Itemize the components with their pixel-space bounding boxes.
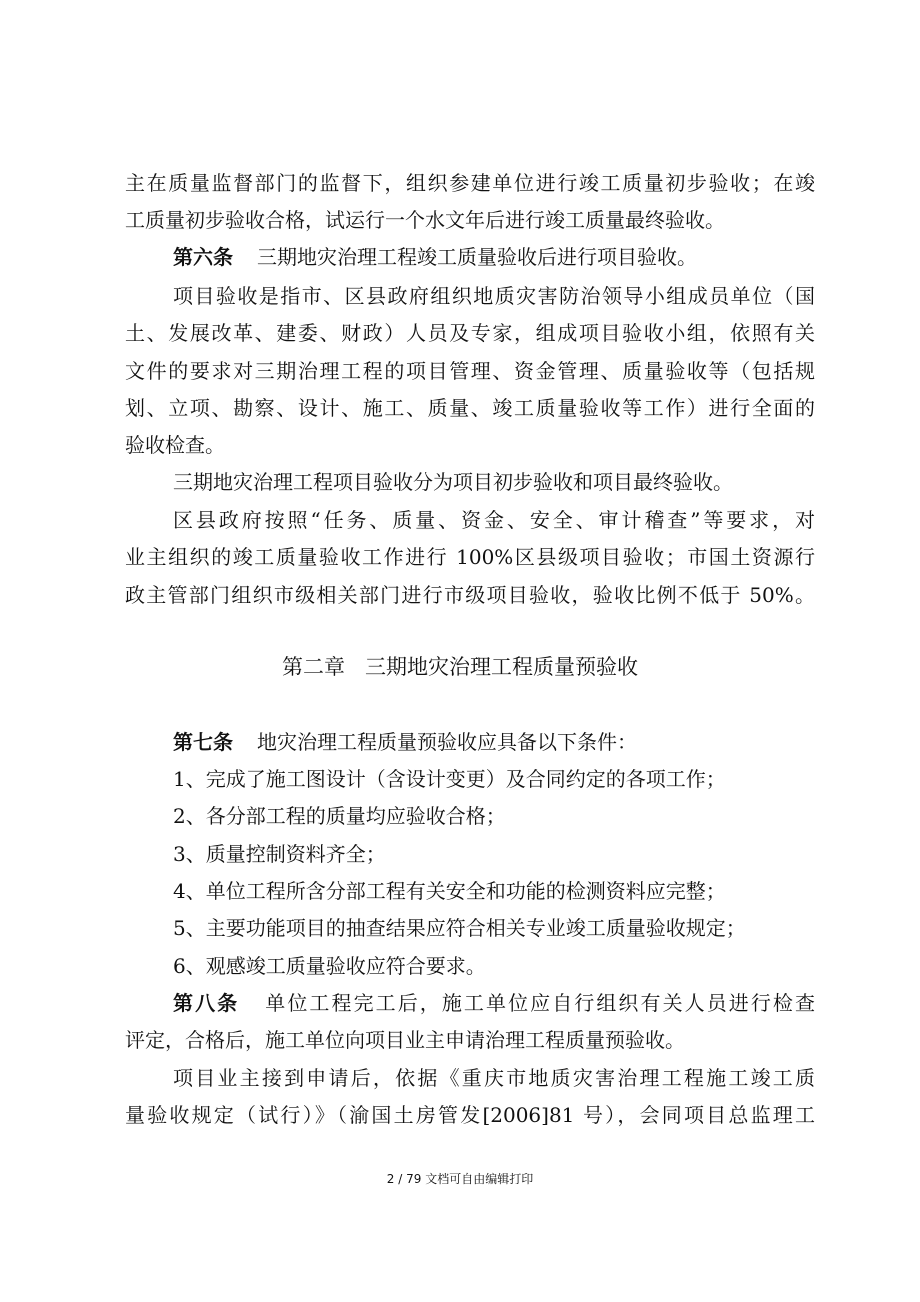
list-item: 5、主要功能项目的抽查结果应符合相关专业竣工质量验收规定； bbox=[173, 916, 746, 940]
list-item: 4、单位工程所含分部工程有关安全和功能的检测资料应完整； bbox=[173, 879, 726, 903]
article-label: 第六条 bbox=[173, 245, 233, 269]
article-label: 第八条 bbox=[173, 991, 240, 1015]
article-7 bbox=[173, 727, 815, 757]
list-item: 1、完成了施工图设计（含设计变更）及合同约定的各项工作； bbox=[173, 767, 726, 791]
list-item: 2、各分部工程的质量均应验收合格； bbox=[173, 804, 506, 828]
chapter-heading bbox=[0, 652, 920, 682]
list-item: 6、观感竣工质量验收应符合要求。 bbox=[173, 954, 486, 978]
article-label: 第七条 bbox=[173, 730, 233, 754]
article-6 bbox=[173, 242, 815, 272]
paragraph-line: 验收检查。 bbox=[125, 433, 225, 457]
chapter-title: 三期地灾治理工程质量预验收 bbox=[365, 655, 638, 679]
paragraph-line: 工质量初步验收合格，试运行一个水文年后进行竣工质量最终验收。 bbox=[125, 208, 725, 232]
paragraph-line: 项目验收是指市、区县政府组织地质灾害防治领导小组成员单位（国 bbox=[173, 284, 815, 308]
paragraph-line: 项目业主接到申请后，依据《重庆市地质灾害治理工程施工竣工质 bbox=[173, 1066, 815, 1090]
page-footer: 2 / 79 文档可自由编辑打印 bbox=[386, 1172, 534, 1186]
article-8 bbox=[173, 988, 815, 1018]
paragraph-line: 业主组织的竣工质量验收工作进行 100%区县级项目验收；市国土资源行 bbox=[125, 545, 815, 569]
paragraph-line: 土、发展改革、建委、财政）人员及专家，组成项目验收小组，依照有关 bbox=[125, 321, 815, 345]
article-text: 地灾治理工程质量预验收应具备以下条件： bbox=[257, 730, 637, 754]
paragraph-line: 区县政府按照“任务、质量、资金、安全、审计稽查”等要求，对 bbox=[173, 508, 815, 532]
article-text: 单位工程完工后，施工单位应自行组织有关人员进行检查 bbox=[263, 991, 816, 1015]
paragraph-line: 主在质量监督部门的监督下，组织参建单位进行竣工质量初步验收；在竣 bbox=[125, 171, 815, 195]
paragraph-line: 三期地灾治理工程项目验收分为项目初步验收和项目最终验收。 bbox=[173, 470, 733, 494]
paragraph-line: 划、立项、勘察、设计、施工、质量、竣工质量验收等工作）进行全面的 bbox=[125, 396, 815, 420]
paragraph-line: 量验收规定（试行）》（渝国土房管发[2006]81 号），会同项目总监理工 bbox=[125, 1103, 815, 1127]
paragraph-line: 文件的要求对三期治理工程的项目管理、资金管理、质量验收等（包括规 bbox=[125, 359, 815, 383]
article-text: 三期地灾治理工程竣工质量验收后进行项目验收。 bbox=[257, 245, 697, 269]
chapter-number: 第二章 bbox=[282, 655, 345, 679]
paragraph-line: 政主管部门组织市级相关部门进行市级项目验收，验收比例不低于 50%。 bbox=[125, 583, 815, 607]
paragraph-line: 评定，合格后，施工单位向项目业主申请治理工程质量预验收。 bbox=[125, 1028, 685, 1052]
list-item: 3、质量控制资料齐全； bbox=[173, 842, 386, 866]
